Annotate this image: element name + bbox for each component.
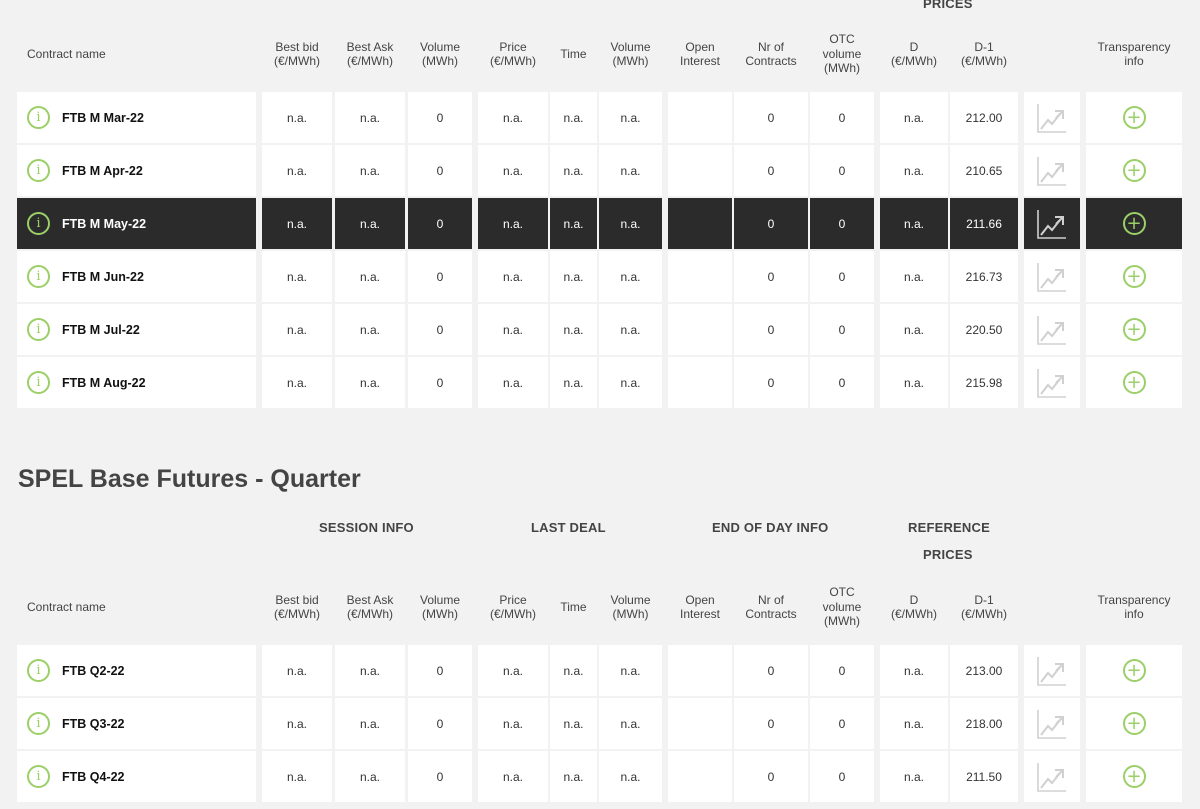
col-best-bid: Best bid (€/MWh): [274, 39, 320, 68]
cell-d-1: 212.00: [950, 92, 1018, 143]
cell-time: n.a.: [550, 645, 597, 696]
contract-name-cell[interactable]: [17, 357, 256, 408]
cell-d-1: 218.00: [950, 698, 1018, 749]
col-price: Price (€/MWh): [490, 592, 536, 621]
info-circle-icon[interactable]: i: [27, 765, 50, 788]
cell-volume-deal: n.a.: [599, 145, 662, 196]
cell-d: n.a.: [880, 645, 948, 696]
cell-d-1: 211.66: [950, 198, 1018, 249]
cell-time: n.a.: [550, 251, 597, 302]
col-price: Price (€/MWh): [490, 39, 536, 68]
col-best-bid: Best bid (€/MWh): [274, 592, 320, 621]
cell-volume: 0: [408, 645, 472, 696]
chart-button[interactable]: [1024, 145, 1080, 196]
chart-trend-icon[interactable]: [1036, 708, 1068, 740]
col-transparency-info: Transparency info: [1097, 592, 1171, 621]
col-d-1: D-1 (€/MWh): [961, 39, 1007, 68]
col-volume-deal: Volume (MWh): [610, 592, 651, 621]
cell-d: n.a.: [880, 251, 948, 302]
cell-nr-contracts: 0: [734, 304, 808, 355]
cell-nr-contracts: 0: [734, 145, 808, 196]
cell-d-1: 220.50: [950, 304, 1018, 355]
contract-name[interactable]: FTB M Jun-22: [62, 269, 144, 284]
info-circle-icon[interactable]: i: [27, 265, 50, 288]
cell-d: n.a.: [880, 357, 948, 408]
chart-trend-icon[interactable]: [1036, 261, 1068, 293]
cell-open-interest: [668, 304, 732, 355]
col-chart: [1024, 28, 1080, 80]
cell-otc-volume: 0: [810, 751, 874, 802]
chart-button[interactable]: [1024, 751, 1080, 802]
info-circle-icon[interactable]: i: [27, 106, 50, 129]
cell-d: n.a.: [880, 145, 948, 196]
cell-best-ask: n.a.: [335, 357, 405, 408]
chart-trend-icon[interactable]: [1036, 655, 1068, 687]
col-volume: Volume (MWh): [419, 592, 461, 621]
group-prices-partial: PRICES: [923, 0, 973, 11]
col-best-ask: Best Ask (€/MWh): [346, 592, 394, 621]
cell-d: n.a.: [880, 698, 948, 749]
cell-nr-contracts: 0: [734, 698, 808, 749]
cell-volume-deal: n.a.: [599, 251, 662, 302]
monthly-table: [0, 92, 1200, 408]
cell-volume-deal: n.a.: [599, 92, 662, 143]
cell-best-bid: n.a.: [262, 698, 332, 749]
contract-name[interactable]: FTB M Jul-22: [62, 322, 140, 337]
col-otc-volume: OTC volume (MWh): [822, 32, 862, 76]
contract-name-cell[interactable]: [17, 92, 256, 143]
cell-best-ask: n.a.: [335, 645, 405, 696]
chart-trend-icon[interactable]: [1036, 208, 1068, 240]
cell-volume-deal: n.a.: [599, 357, 662, 408]
cell-d-1: 215.98: [950, 357, 1018, 408]
cell-nr-contracts: 0: [734, 751, 808, 802]
cell-d-1: 216.73: [950, 251, 1018, 302]
cell-best-ask: n.a.: [335, 304, 405, 355]
column-header-row: [0, 581, 1200, 633]
cell-volume-deal: n.a.: [599, 304, 662, 355]
cell-open-interest: [668, 251, 732, 302]
cell-nr-contracts: 0: [734, 198, 808, 249]
chart-trend-icon[interactable]: [1036, 102, 1068, 134]
col-otc-volume: OTC volume (MWh): [822, 585, 862, 629]
contract-name-cell[interactable]: [17, 198, 256, 249]
info-circle-icon[interactable]: i: [27, 212, 50, 235]
cell-volume: 0: [408, 698, 472, 749]
col-open-interest: Open Interest: [679, 592, 721, 621]
cell-best-ask: n.a.: [335, 698, 405, 749]
cell-volume-deal: n.a.: [599, 751, 662, 802]
chart-trend-icon[interactable]: [1036, 314, 1068, 346]
group-last-deal: LAST DEAL: [531, 520, 606, 535]
cell-nr-contracts: 0: [734, 645, 808, 696]
transparency-info-button[interactable]: [1086, 698, 1182, 749]
cell-open-interest: [668, 698, 732, 749]
cell-volume: 0: [408, 145, 472, 196]
quarter-table: [0, 645, 1200, 802]
group-prices: PRICES: [923, 547, 973, 562]
contract-name[interactable]: FTB Q2-22: [62, 663, 125, 678]
cell-time: n.a.: [550, 751, 597, 802]
chart-button[interactable]: [1024, 92, 1080, 143]
info-circle-icon[interactable]: i: [27, 371, 50, 394]
col-time: Time: [560, 599, 587, 614]
plus-circle-icon[interactable]: +: [1123, 765, 1146, 788]
cell-volume: 0: [408, 92, 472, 143]
contract-name[interactable]: FTB M Apr-22: [62, 163, 143, 178]
cell-d: n.a.: [880, 92, 948, 143]
cell-open-interest: [668, 92, 732, 143]
cell-time: n.a.: [550, 357, 597, 408]
chart-button[interactable]: [1024, 198, 1080, 249]
cell-open-interest: [668, 645, 732, 696]
cell-otc-volume: 0: [810, 645, 874, 696]
col-best-ask: Best Ask (€/MWh): [346, 39, 394, 68]
cell-open-interest: [668, 357, 732, 408]
cell-best-ask: n.a.: [335, 145, 405, 196]
cell-time: n.a.: [550, 145, 597, 196]
contract-name-cell[interactable]: [17, 698, 256, 749]
cell-otc-volume: 0: [810, 145, 874, 196]
transparency-info-button[interactable]: [1086, 357, 1182, 408]
transparency-info-button[interactable]: [1086, 145, 1182, 196]
cell-otc-volume: 0: [810, 92, 874, 143]
cell-time: n.a.: [550, 304, 597, 355]
cell-best-bid: n.a.: [262, 251, 332, 302]
cell-d-1: 211.50: [950, 751, 1018, 802]
cell-volume: 0: [408, 357, 472, 408]
contract-name-cell[interactable]: [17, 251, 256, 302]
cell-otc-volume: 0: [810, 198, 874, 249]
plus-circle-icon[interactable]: +: [1123, 318, 1146, 341]
cell-open-interest: [668, 198, 732, 249]
contract-name-cell[interactable]: [17, 751, 256, 802]
transparency-info-button[interactable]: [1086, 751, 1182, 802]
contract-name[interactable]: FTB M Aug-22: [62, 375, 146, 390]
cell-d: n.a.: [880, 751, 948, 802]
plus-circle-icon[interactable]: +: [1123, 659, 1146, 682]
col-transparency-info: Transparency info: [1097, 39, 1171, 68]
chart-button[interactable]: [1024, 645, 1080, 696]
cell-otc-volume: 0: [810, 304, 874, 355]
cell-volume-deal: n.a.: [599, 698, 662, 749]
cell-price: n.a.: [478, 145, 548, 196]
cell-price: n.a.: [478, 645, 548, 696]
contract-name[interactable]: FTB Q4-22: [62, 769, 125, 784]
cell-volume: 0: [408, 251, 472, 302]
col-chart: [1024, 581, 1080, 633]
info-circle-icon[interactable]: i: [27, 318, 50, 341]
transparency-info-button[interactable]: [1086, 645, 1182, 696]
plus-circle-icon[interactable]: +: [1123, 265, 1146, 288]
contract-name[interactable]: FTB M May-22: [62, 216, 147, 231]
cell-nr-contracts: 0: [734, 92, 808, 143]
info-circle-icon[interactable]: i: [27, 712, 50, 735]
group-reference: REFERENCE: [908, 520, 990, 535]
cell-time: n.a.: [550, 698, 597, 749]
chart-trend-icon[interactable]: [1036, 761, 1068, 793]
info-circle-icon[interactable]: i: [27, 659, 50, 682]
plus-circle-icon[interactable]: +: [1123, 212, 1146, 235]
info-circle-icon[interactable]: i: [27, 159, 50, 182]
contract-name-cell[interactable]: [17, 145, 256, 196]
cell-open-interest: [668, 751, 732, 802]
cell-time: n.a.: [550, 92, 597, 143]
cell-best-bid: n.a.: [262, 357, 332, 408]
cell-best-bid: n.a.: [262, 198, 332, 249]
chart-button[interactable]: [1024, 698, 1080, 749]
cell-price: n.a.: [478, 304, 548, 355]
cell-best-bid: n.a.: [262, 92, 332, 143]
cell-price: n.a.: [478, 251, 548, 302]
col-volume: Volume (MWh): [419, 39, 461, 68]
cell-price: n.a.: [478, 92, 548, 143]
contract-name-cell[interactable]: [17, 645, 256, 696]
cell-otc-volume: 0: [810, 357, 874, 408]
col-d: D (€/MWh): [891, 39, 937, 68]
cell-best-bid: n.a.: [262, 751, 332, 802]
col-open-interest: Open Interest: [679, 39, 721, 68]
cell-price: n.a.: [478, 357, 548, 408]
cell-price: n.a.: [478, 751, 548, 802]
plus-circle-icon[interactable]: +: [1123, 106, 1146, 129]
chart-trend-icon[interactable]: [1036, 367, 1068, 399]
transparency-info-button[interactable]: [1086, 251, 1182, 302]
chart-button[interactable]: [1024, 251, 1080, 302]
col-nr-contracts: Nr of Contracts: [745, 39, 797, 68]
group-session-info: SESSION INFO: [319, 520, 414, 535]
plus-circle-icon[interactable]: +: [1123, 712, 1146, 735]
cell-volume: 0: [408, 304, 472, 355]
cell-best-bid: n.a.: [262, 645, 332, 696]
cell-d-1: 213.00: [950, 645, 1018, 696]
cell-time: n.a.: [550, 198, 597, 249]
cell-best-ask: n.a.: [335, 251, 405, 302]
col-contract-name: Contract name: [27, 599, 106, 614]
cell-nr-contracts: 0: [734, 251, 808, 302]
col-volume-deal: Volume (MWh): [610, 39, 651, 68]
plus-circle-icon[interactable]: +: [1123, 159, 1146, 182]
chart-button[interactable]: [1024, 304, 1080, 355]
cell-nr-contracts: 0: [734, 357, 808, 408]
col-d: D (€/MWh): [891, 592, 937, 621]
group-end-of-day-info: END OF DAY INFO: [712, 520, 829, 535]
cell-volume-deal: n.a.: [599, 198, 662, 249]
contract-name[interactable]: FTB Q3-22: [62, 716, 125, 731]
cell-volume-deal: n.a.: [599, 645, 662, 696]
cell-best-ask: n.a.: [335, 198, 405, 249]
cell-best-bid: n.a.: [262, 145, 332, 196]
cell-otc-volume: 0: [810, 251, 874, 302]
cell-otc-volume: 0: [810, 698, 874, 749]
cell-price: n.a.: [478, 698, 548, 749]
cell-best-ask: n.a.: [335, 751, 405, 802]
transparency-info-button[interactable]: [1086, 198, 1182, 249]
cell-d: n.a.: [880, 198, 948, 249]
cell-volume: 0: [408, 198, 472, 249]
contract-name-cell[interactable]: [17, 304, 256, 355]
cell-price: n.a.: [478, 198, 548, 249]
cell-open-interest: [668, 145, 732, 196]
cell-best-bid: n.a.: [262, 304, 332, 355]
cell-d-1: 210.65: [950, 145, 1018, 196]
chart-trend-icon[interactable]: [1036, 155, 1068, 187]
cell-best-ask: n.a.: [335, 92, 405, 143]
contract-name[interactable]: FTB M Mar-22: [62, 110, 144, 125]
chart-button[interactable]: [1024, 357, 1080, 408]
plus-circle-icon[interactable]: +: [1123, 371, 1146, 394]
cell-volume: 0: [408, 751, 472, 802]
col-nr-contracts: Nr of Contracts: [745, 592, 797, 621]
section-title-quarter: SPEL Base Futures - Quarter: [18, 465, 361, 493]
transparency-info-button[interactable]: [1086, 92, 1182, 143]
cell-d: n.a.: [880, 304, 948, 355]
col-time: Time: [560, 46, 587, 61]
col-d-1: D-1 (€/MWh): [961, 592, 1007, 621]
column-header-row: [0, 28, 1200, 80]
transparency-info-button[interactable]: [1086, 304, 1182, 355]
col-contract-name: Contract name: [27, 46, 106, 61]
